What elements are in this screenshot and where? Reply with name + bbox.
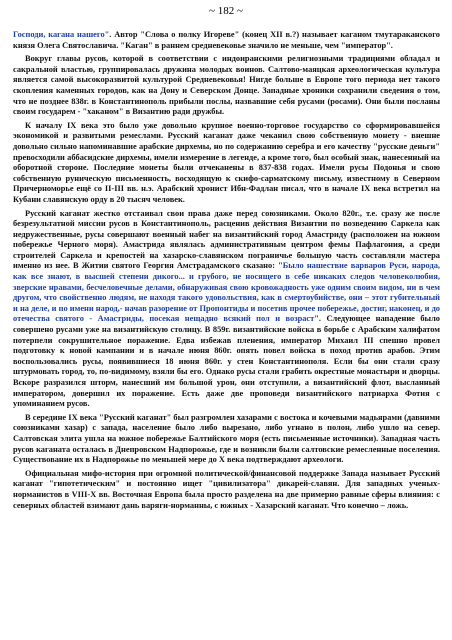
paragraph — [13, 121, 440, 206]
paragraph — [13, 413, 440, 466]
body-text: Вокруг главы русов, которой в соответствии с индоиранскими религиозными традициями обладал и сакральной властью, группировалась дружина молодых воинов. Салтово-маяцкая археологическая культура является самой высокоразвитой культурой Средневековья! Нигде больше в Европе того периода нет такого скопления каменных городов, как на Дону и Северском Донце. Западные хроники сохранили сведения о том, что не позднее 838г. в Константинополь прибыли послы, назвавшие себя русами (росами). Они были посланы своим государем - "хаканом" в Византию ради дружбы. — [13, 54, 440, 117]
quote-text: Господи, кагана нашего" — [13, 30, 110, 39]
body-text: . Автор "Слова о полку Игореве" (конец XII в.?) называет каганом тмутараканского князя Олега Святославича. "Каган" в раннем средневековье значило не меньше, чем "император". — [13, 30, 440, 50]
body-text: К началу IX века это было уже довольно крупное военно-торговое государство со сформировавшейся экономикой и развитыми ремеслами. Русский каганат даже чеканил свою собственную монету - внешне довольно сильно напоминавшие арабские дирхемы, но по содержанию серебра и его качеству "русские деньги" превосходили аббасидские дирхемы, имели измерение в легенде, а кроме того, был особый знак, нанесенный на оборотной стороне. Последние монеты были отчеканены в 837-838 годах. Имели русы Подонья и свою собственную руническую письменность, восходящую к скифо-сарматскому письму, известному в Северном Причерноморье ещё со II-III вв. н.э. Арабский хронист Ибн-Фадлан писал, что в начале IX века встретил на Кубани славянскую орду в 20 тысяч человек. — [13, 120, 440, 204]
paragraph — [13, 54, 440, 118]
paragraph — [13, 30, 440, 51]
body-text: ". Следующее нападение было совершено русами уже на византийскую столицу. В 859г. византийские войска в борьбе с Арабским халифатом потерпели сокрушительное поражение. Едва избежав пленения, император Михаил III спешно провел подготовку к новой кампании и в начале июня 860г. опять повел войска в поход против арабов. Этим воспользовались русы, появившиеся 18 июня 860г. у стен Константинополя. Если бы они стали сразу штурмовать город, то, по-видимому, взяли бы его. Однако русы стали грабить окрестные монастыри и дворцы. Вскоре разразился шторм, нанесший им большой урон, они отступили, а византийский флот, высланный императором, довершил их поражение. Есть даже две проповеди византийского патриарха Фотия с упоминанием русов. — [13, 314, 440, 409]
quote-text: Было нашествие варваров Руси, народа, как все знают, в высшей степени дикого... и грубого, не носящего в себе никаких следов человеколюбия, зверские нравами, бесчеловечные делами, обнаруживая свою кровожадность уже одним своим видом, ни в чем другом, что свойственно людям, не находя такого удовольствия, как в смертоубийстве, они – этот губительный и на деле, и по имени народ,- начав разорение от Пропонтиды и посетив прочее побережье, достиг, наконец, и до отечества святого - Амастриды, посекая нещадно всякий пол и возраст — [13, 261, 440, 324]
paragraph — [13, 469, 440, 511]
page-text — [13, 30, 440, 514]
body-text: В середине IX века "Русский каганат" был разгромлен хазарами с востока и кочевыми мадьярами (давними союзниками хазар) с запада, население было либо вырезано, либо угнано в полон, либо ушло на север. Салтовская элита ушла на южное побережье Балтийского моря (есть письменные источники). Западная часть русов каганата осталась в Днепровском Надпорожье, где и возникли были салтовские ремесленные поселения. Существование их в Надпорожье по меньшей мере до X века подтверждают археологи. — [13, 412, 440, 465]
body-text: Русский каганат жестко отстаивал свои права даже перед союзниками. Около 820г., т.е. сразу же после безрезультатной миссии русов в Константинополь, расценив действия Византии по возведению Саркела как недружественные, русы совершают военный набег на византийский город Амастриду (расположен на южном побережье Черного моря). Амастрида являлась административным центром фемы Пафлагония, а среди строителей Саркела и крепостей на хазарско-славянском пограничье большую часть составляли мастера именно из нее. В Житии святого Георгия Амстрадамского сказано: " — [13, 208, 440, 271]
body-text: Официальная мифо-история при огромной политической/финансовой поддержке Запада называет Русский каганат "гипотетическим" и постоянно ищет "цивилизатора" дикарей-славян. Для западных ученых-норманистов в VIII-X вв. Восточная Европа была просто разделена на две примерно равные сферы влияния: с северных областей взимают дань варяги-норманны, с южных - Хазарский каганат. Что конечно – ложь. — [13, 468, 440, 510]
page-number: ~ 182 ~ — [209, 5, 243, 17]
paragraph — [13, 209, 440, 410]
